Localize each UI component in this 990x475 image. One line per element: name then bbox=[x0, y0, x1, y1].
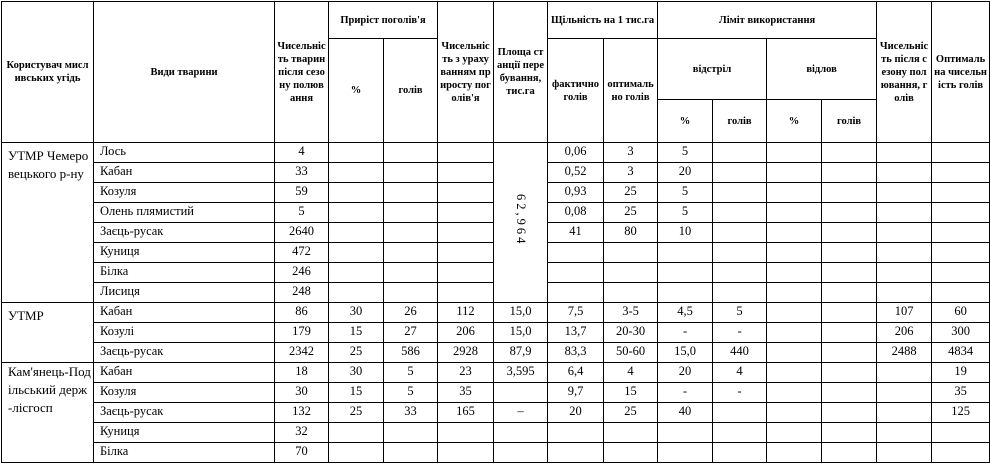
catching-pct-cell bbox=[767, 203, 822, 223]
species-cell: Заєць-русак bbox=[94, 223, 275, 243]
species-cell: Заєць-русак bbox=[94, 403, 275, 423]
count-with-growth-cell bbox=[438, 443, 494, 463]
area-cell: 3,595 bbox=[494, 363, 548, 383]
area-vertical-value: 62,964 bbox=[514, 193, 529, 247]
species-cell: Кабан bbox=[94, 363, 275, 383]
header-density: Щільність на 1 тис.га bbox=[548, 2, 658, 39]
header-species: Види тварини bbox=[94, 2, 275, 143]
optimal-count-cell: 4834 bbox=[932, 343, 990, 363]
growth-pct-cell: 25 bbox=[329, 403, 384, 423]
shooting-heads-cell: - bbox=[713, 383, 767, 403]
area-merged-cell bbox=[494, 143, 548, 303]
table-row bbox=[2, 323, 990, 343]
count-after-cell: 70 bbox=[275, 443, 329, 463]
shooting-heads-cell bbox=[713, 183, 767, 203]
shooting-pct-cell: 5 bbox=[658, 183, 713, 203]
user-cell: УТМР Чемеровецького р-ну bbox=[2, 143, 94, 303]
count-after-cell: 179 bbox=[275, 323, 329, 343]
density-actual-cell bbox=[548, 443, 604, 463]
growth-pct-cell bbox=[329, 443, 384, 463]
growth-heads-cell bbox=[384, 443, 438, 463]
area-cell: – bbox=[494, 403, 548, 423]
species-cell: Козуля bbox=[94, 183, 275, 203]
optimal-count-cell bbox=[932, 183, 990, 203]
growth-pct-cell: 15 bbox=[329, 383, 384, 403]
count-after-season-cell bbox=[877, 243, 932, 263]
growth-pct-cell bbox=[329, 263, 384, 283]
area-cell bbox=[494, 423, 548, 443]
catching-heads-cell bbox=[822, 303, 877, 323]
growth-heads-cell bbox=[384, 163, 438, 183]
growth-pct-cell bbox=[329, 183, 384, 203]
catching-heads-cell bbox=[822, 183, 877, 203]
header-count-after: Чисельність тварин після сезону полювання bbox=[275, 2, 329, 143]
count-after-cell: 248 bbox=[275, 283, 329, 303]
shooting-pct-cell bbox=[658, 423, 713, 443]
header-user: Користувач мисливських угідь bbox=[2, 2, 94, 143]
growth-pct-cell bbox=[329, 243, 384, 263]
growth-pct-cell bbox=[329, 283, 384, 303]
catching-pct-cell bbox=[767, 303, 822, 323]
count-after-cell: 33 bbox=[275, 163, 329, 183]
growth-pct-cell bbox=[329, 163, 384, 183]
density-optimal-cell: 25 bbox=[604, 403, 658, 423]
header-shooting-heads: голів bbox=[713, 100, 767, 143]
species-cell: Білка bbox=[94, 263, 275, 283]
count-after-cell: 32 bbox=[275, 423, 329, 443]
catching-heads-cell bbox=[822, 143, 877, 163]
count-with-growth-cell bbox=[438, 263, 494, 283]
count-after-cell: 18 bbox=[275, 363, 329, 383]
density-actual-cell: 0,08 bbox=[548, 203, 604, 223]
density-actual-cell: 7,5 bbox=[548, 303, 604, 323]
shooting-heads-cell: 5 bbox=[713, 303, 767, 323]
shooting-heads-cell bbox=[713, 423, 767, 443]
catching-heads-cell bbox=[822, 203, 877, 223]
count-after-season-cell bbox=[877, 223, 932, 243]
shooting-pct-cell: 40 bbox=[658, 403, 713, 423]
shooting-pct-cell bbox=[658, 443, 713, 463]
table-row bbox=[2, 383, 990, 403]
catching-pct-cell bbox=[767, 443, 822, 463]
density-optimal-cell bbox=[604, 423, 658, 443]
shooting-heads-cell bbox=[713, 403, 767, 423]
header-shooting-pct: % bbox=[658, 100, 713, 143]
count-with-growth-cell bbox=[438, 423, 494, 443]
count-after-season-cell bbox=[877, 383, 932, 403]
growth-heads-cell: 26 bbox=[384, 303, 438, 323]
optimal-count-cell: 19 bbox=[932, 363, 990, 383]
shooting-heads-cell bbox=[713, 163, 767, 183]
table-header bbox=[2, 2, 990, 143]
header-catching: відлов bbox=[767, 39, 877, 100]
header-count-after-season: Чисельність після сезону полювання, голів bbox=[877, 2, 932, 143]
shooting-pct-cell: 4,5 bbox=[658, 303, 713, 323]
optimal-count-cell bbox=[932, 223, 990, 243]
catching-pct-cell bbox=[767, 223, 822, 243]
shooting-heads-cell: - bbox=[713, 323, 767, 343]
area-cell: 15,0 bbox=[494, 303, 548, 323]
table-row bbox=[2, 143, 990, 163]
header-count-with-growth: Чисельність з урахуванням приросту поголів'я bbox=[438, 2, 494, 143]
species-cell: Кабан bbox=[94, 163, 275, 183]
catching-pct-cell bbox=[767, 283, 822, 303]
optimal-count-cell: 60 bbox=[932, 303, 990, 323]
species-cell: Куниця bbox=[94, 243, 275, 263]
growth-heads-cell: 5 bbox=[384, 363, 438, 383]
count-with-growth-cell bbox=[438, 203, 494, 223]
header-growth-pct: % bbox=[329, 39, 384, 143]
growth-pct-cell bbox=[329, 223, 384, 243]
density-optimal-cell: 15 bbox=[604, 383, 658, 403]
catching-pct-cell bbox=[767, 183, 822, 203]
density-actual-cell: 0,52 bbox=[548, 163, 604, 183]
density-optimal-cell: 20-30 bbox=[604, 323, 658, 343]
shooting-heads-cell bbox=[713, 203, 767, 223]
header-area: Площа станції перебування, тис.га bbox=[494, 2, 548, 143]
catching-pct-cell bbox=[767, 423, 822, 443]
shooting-heads-cell bbox=[713, 443, 767, 463]
count-after-cell: 2640 bbox=[275, 223, 329, 243]
growth-heads-cell: 27 bbox=[384, 323, 438, 343]
shooting-pct-cell bbox=[658, 243, 713, 263]
header-catching-heads: голів bbox=[822, 100, 877, 143]
growth-pct-cell: 30 bbox=[329, 363, 384, 383]
catching-heads-cell bbox=[822, 223, 877, 243]
shooting-pct-cell: 20 bbox=[658, 363, 713, 383]
count-with-growth-cell bbox=[438, 223, 494, 243]
growth-heads-cell bbox=[384, 263, 438, 283]
growth-heads-cell bbox=[384, 143, 438, 163]
count-after-season-cell bbox=[877, 163, 932, 183]
count-after-cell: 5 bbox=[275, 203, 329, 223]
catching-heads-cell bbox=[822, 343, 877, 363]
density-actual-cell bbox=[548, 283, 604, 303]
count-after-cell: 59 bbox=[275, 183, 329, 203]
count-with-growth-cell: 2928 bbox=[438, 343, 494, 363]
count-with-growth-cell bbox=[438, 283, 494, 303]
density-actual-cell: 6,4 bbox=[548, 363, 604, 383]
growth-heads-cell bbox=[384, 223, 438, 243]
count-with-growth-cell bbox=[438, 243, 494, 263]
shooting-heads-cell: 440 bbox=[713, 343, 767, 363]
header-growth: Приріст поголів'я bbox=[329, 2, 438, 39]
catching-heads-cell bbox=[822, 283, 877, 303]
density-actual-cell bbox=[548, 423, 604, 443]
growth-heads-cell: 586 bbox=[384, 343, 438, 363]
area-cell bbox=[494, 383, 548, 403]
optimal-count-cell bbox=[932, 163, 990, 183]
catching-heads-cell bbox=[822, 363, 877, 383]
area-cell bbox=[494, 443, 548, 463]
table-row bbox=[2, 423, 990, 443]
growth-heads-cell: 5 bbox=[384, 383, 438, 403]
count-with-growth-cell: 206 bbox=[438, 323, 494, 343]
count-with-growth-cell bbox=[438, 163, 494, 183]
density-actual-cell: 83,3 bbox=[548, 343, 604, 363]
shooting-pct-cell bbox=[658, 283, 713, 303]
growth-heads-cell bbox=[384, 243, 438, 263]
shooting-pct-cell: 20 bbox=[658, 163, 713, 183]
optimal-count-cell: 300 bbox=[932, 323, 990, 343]
header-catching-pct: % bbox=[767, 100, 822, 143]
density-optimal-cell: 3-5 bbox=[604, 303, 658, 323]
count-with-growth-cell: 23 bbox=[438, 363, 494, 383]
count-after-season-cell: 107 bbox=[877, 303, 932, 323]
species-cell: Заєць-русак bbox=[94, 343, 275, 363]
shooting-heads-cell bbox=[713, 243, 767, 263]
catching-pct-cell bbox=[767, 243, 822, 263]
catching-heads-cell bbox=[822, 323, 877, 343]
species-cell: Лисиця bbox=[94, 283, 275, 303]
optimal-count-cell bbox=[932, 423, 990, 443]
catching-pct-cell bbox=[767, 343, 822, 363]
growth-pct-cell: 30 bbox=[329, 303, 384, 323]
growth-pct-cell bbox=[329, 423, 384, 443]
density-actual-cell: 0,06 bbox=[548, 143, 604, 163]
density-optimal-cell: 3 bbox=[604, 143, 658, 163]
density-actual-cell: 9,7 bbox=[548, 383, 604, 403]
species-cell: Білка bbox=[94, 443, 275, 463]
density-actual-cell: 41 bbox=[548, 223, 604, 243]
header-density-actual: фактично голів bbox=[548, 39, 604, 143]
catching-pct-cell bbox=[767, 363, 822, 383]
user-cell: УТМР bbox=[2, 303, 94, 363]
shooting-pct-cell: 5 bbox=[658, 143, 713, 163]
optimal-count-cell bbox=[932, 283, 990, 303]
optimal-count-cell: 35 bbox=[932, 383, 990, 403]
catching-heads-cell bbox=[822, 263, 877, 283]
count-with-growth-cell bbox=[438, 183, 494, 203]
catching-pct-cell bbox=[767, 163, 822, 183]
shooting-pct-cell: - bbox=[658, 323, 713, 343]
catching-heads-cell bbox=[822, 423, 877, 443]
count-with-growth-cell: 35 bbox=[438, 383, 494, 403]
shooting-pct-cell bbox=[658, 263, 713, 283]
count-after-season-cell bbox=[877, 403, 932, 423]
species-cell: Козулі bbox=[94, 323, 275, 343]
count-after-cell: 86 bbox=[275, 303, 329, 323]
shooting-pct-cell: 15,0 bbox=[658, 343, 713, 363]
catching-heads-cell bbox=[822, 443, 877, 463]
count-after-season-cell bbox=[877, 283, 932, 303]
shooting-pct-cell: 10 bbox=[658, 223, 713, 243]
table-row bbox=[2, 303, 990, 323]
catching-heads-cell bbox=[822, 163, 877, 183]
density-actual-cell: 0,93 bbox=[548, 183, 604, 203]
density-actual-cell: 20 bbox=[548, 403, 604, 423]
table-row bbox=[2, 443, 990, 463]
count-after-season-cell bbox=[877, 143, 932, 163]
species-cell: Козуля bbox=[94, 383, 275, 403]
catching-pct-cell bbox=[767, 403, 822, 423]
count-after-cell: 2342 bbox=[275, 343, 329, 363]
count-after-cell: 472 bbox=[275, 243, 329, 263]
count-with-growth-cell bbox=[438, 143, 494, 163]
growth-heads-cell bbox=[384, 423, 438, 443]
count-after-cell: 132 bbox=[275, 403, 329, 423]
count-after-cell: 4 bbox=[275, 143, 329, 163]
optimal-count-cell bbox=[932, 263, 990, 283]
optimal-count-cell bbox=[932, 143, 990, 163]
growth-heads-cell bbox=[384, 283, 438, 303]
density-optimal-cell bbox=[604, 263, 658, 283]
catching-heads-cell bbox=[822, 243, 877, 263]
table-row bbox=[2, 343, 990, 363]
hunting-limits-table bbox=[1, 1, 990, 463]
density-optimal-cell: 3 bbox=[604, 163, 658, 183]
species-cell: Лось bbox=[94, 143, 275, 163]
catching-pct-cell bbox=[767, 323, 822, 343]
header-shooting: відстріл bbox=[658, 39, 767, 100]
optimal-count-cell bbox=[932, 443, 990, 463]
optimal-count-cell: 125 bbox=[932, 403, 990, 423]
area-cell: 87,9 bbox=[494, 343, 548, 363]
table-body bbox=[2, 143, 990, 463]
count-after-season-cell bbox=[877, 443, 932, 463]
shooting-heads-cell bbox=[713, 283, 767, 303]
shooting-pct-cell: - bbox=[658, 383, 713, 403]
density-optimal-cell bbox=[604, 283, 658, 303]
density-optimal-cell bbox=[604, 443, 658, 463]
species-cell: Олень плямистий bbox=[94, 203, 275, 223]
growth-pct-cell: 15 bbox=[329, 323, 384, 343]
density-optimal-cell: 25 bbox=[604, 183, 658, 203]
shooting-heads-cell bbox=[713, 143, 767, 163]
growth-pct-cell: 25 bbox=[329, 343, 384, 363]
table-row bbox=[2, 403, 990, 423]
catching-pct-cell bbox=[767, 263, 822, 283]
count-after-season-cell: 206 bbox=[877, 323, 932, 343]
species-cell: Кабан bbox=[94, 303, 275, 323]
header-optimal-count: Оптимальна чисельність голів bbox=[932, 2, 990, 143]
shooting-heads-cell: 4 bbox=[713, 363, 767, 383]
header-growth-heads: голів bbox=[384, 39, 438, 143]
density-optimal-cell: 4 bbox=[604, 363, 658, 383]
growth-heads-cell bbox=[384, 203, 438, 223]
count-after-season-cell bbox=[877, 423, 932, 443]
shooting-heads-cell bbox=[713, 223, 767, 243]
density-actual-cell bbox=[548, 243, 604, 263]
table-row bbox=[2, 363, 990, 383]
optimal-count-cell bbox=[932, 243, 990, 263]
optimal-count-cell bbox=[932, 203, 990, 223]
count-after-season-cell bbox=[877, 363, 932, 383]
area-cell: 15,0 bbox=[494, 323, 548, 343]
count-after-season-cell bbox=[877, 183, 932, 203]
shooting-heads-cell bbox=[713, 263, 767, 283]
catching-pct-cell bbox=[767, 383, 822, 403]
count-after-cell: 246 bbox=[275, 263, 329, 283]
density-optimal-cell: 80 bbox=[604, 223, 658, 243]
catching-heads-cell bbox=[822, 383, 877, 403]
header-limit: Ліміт використання bbox=[658, 2, 877, 39]
shooting-pct-cell: 5 bbox=[658, 203, 713, 223]
growth-heads-cell: 33 bbox=[384, 403, 438, 423]
density-optimal-cell: 25 bbox=[604, 203, 658, 223]
count-with-growth-cell: 165 bbox=[438, 403, 494, 423]
growth-pct-cell bbox=[329, 143, 384, 163]
growth-heads-cell bbox=[384, 183, 438, 203]
density-actual-cell bbox=[548, 263, 604, 283]
catching-pct-cell bbox=[767, 143, 822, 163]
density-actual-cell: 13,7 bbox=[548, 323, 604, 343]
growth-pct-cell bbox=[329, 203, 384, 223]
header-density-optimal: оптимально голів bbox=[604, 39, 658, 143]
count-after-season-cell bbox=[877, 203, 932, 223]
density-optimal-cell: 50-60 bbox=[604, 343, 658, 363]
count-after-season-cell: 2488 bbox=[877, 343, 932, 363]
count-after-cell: 30 bbox=[275, 383, 329, 403]
catching-heads-cell bbox=[822, 403, 877, 423]
count-with-growth-cell: 112 bbox=[438, 303, 494, 323]
species-cell: Куниця bbox=[94, 423, 275, 443]
count-after-season-cell bbox=[877, 263, 932, 283]
user-cell: Кам'янець-Подільський держ-лісгосп bbox=[2, 363, 94, 463]
density-optimal-cell bbox=[604, 243, 658, 263]
